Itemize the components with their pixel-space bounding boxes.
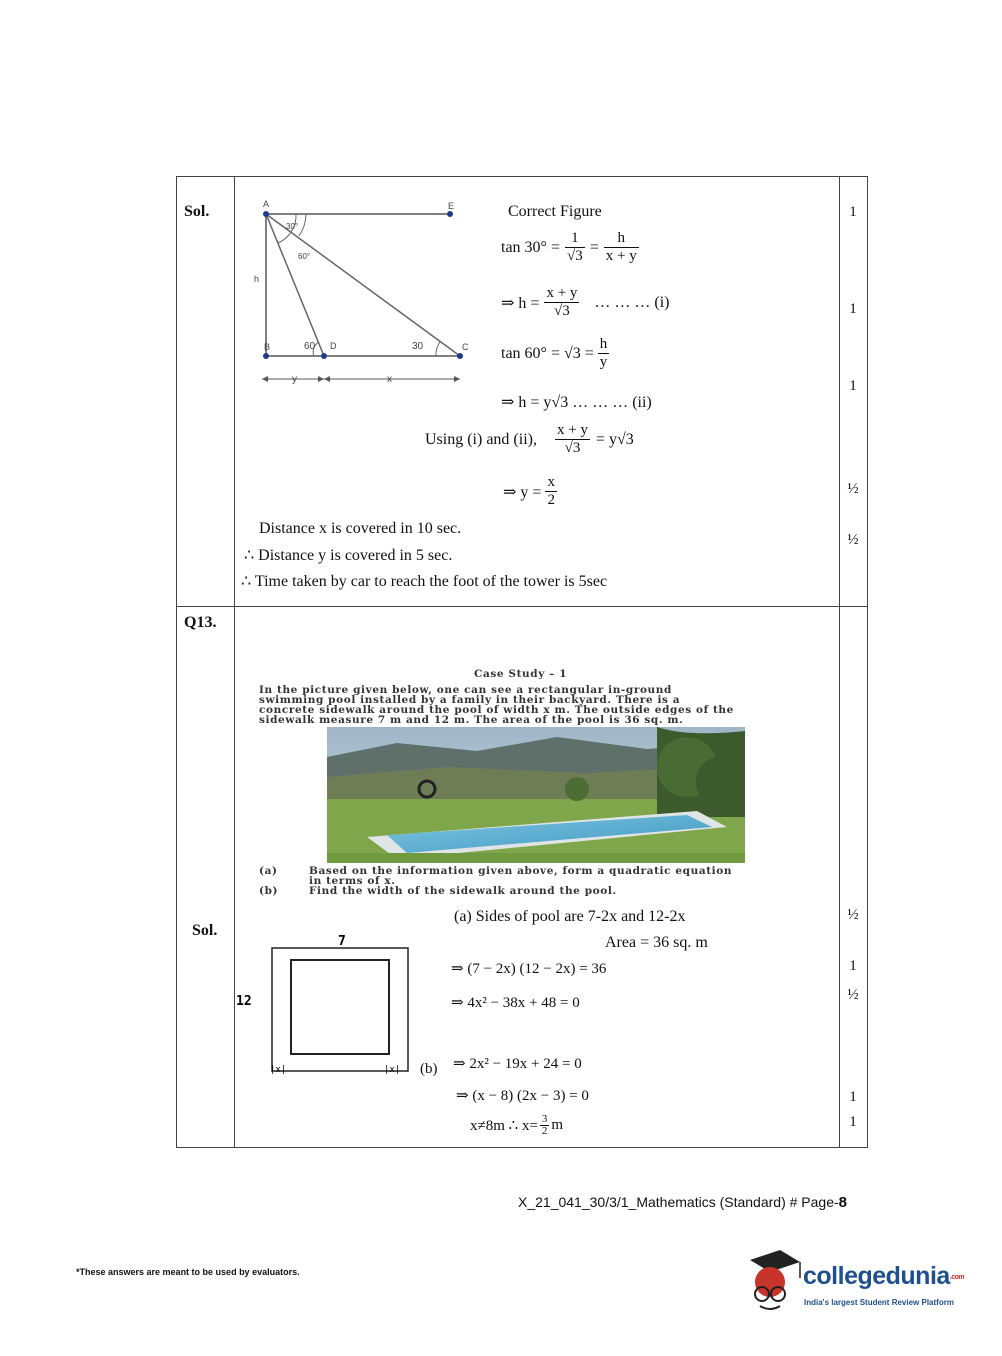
using-frac: $\frac{x + y}{√3}$ — [556, 422, 588, 456]
diagram-left-label: 12 — [236, 994, 252, 1009]
equation-4: ⇒ (x − 8) (2x − 3) = 0 — [456, 1088, 589, 1104]
case-line: concrete sidewalk around the pool of width x m. The outside edges of the — [259, 704, 734, 716]
h-eq-frac: $\frac{x + y}{√3}$ — [546, 285, 578, 319]
fig-angle-30-bottom: 30 — [412, 341, 424, 352]
y-equation — [503, 474, 557, 509]
mark: ½ — [847, 532, 859, 548]
using-text: Using (i) and (ii), — [425, 430, 537, 448]
part-a-text-2: in terms of x. — [309, 875, 396, 887]
correct-figure-text: Correct Figure — [508, 203, 602, 220]
tan60-left: tan 60° = √3 = — [501, 344, 594, 362]
case-study-title: Case Study – 1 — [474, 668, 568, 680]
tan60-frac: $\frac{h}{y}$ — [599, 336, 608, 370]
tan30-equals: = — [589, 238, 599, 256]
equation-2: ⇒ 4x² − 38x + 48 = 0 — [451, 995, 580, 1011]
part-b-mark-label: (b) — [420, 1061, 438, 1077]
diagram-x-left: |x| — [270, 1065, 287, 1075]
evaluator-note: *These answers are meant to be used by evaluators. — [76, 1267, 300, 1277]
distance-x-text: Distance x is covered in 10 sec. — [259, 520, 462, 537]
pool-diagram — [234, 930, 419, 1080]
tower-figure — [250, 196, 480, 390]
case-line: sidewalk measure 7 m and 12 m. The area of the pool is 36 sq. m. — [259, 714, 684, 726]
mark: 1 — [849, 1114, 857, 1130]
time-taken-text: ∴ Time taken by car to reach the foot of the tower is 5sec — [241, 573, 608, 590]
page-code: X_21_041_30/3/1_Mathematics (Standard) # Page- — [518, 1194, 839, 1210]
tan30-frac1: $\frac{1}{√3}$ — [566, 230, 583, 264]
fig-label-b: B — [264, 342, 271, 352]
h-equation-2: ⇒ h = y√3 … … … (ii) — [501, 394, 652, 411]
collegedunia-logo-icon — [742, 1248, 802, 1314]
brand-text: collegedunia — [803, 1262, 950, 1290]
mark: 1 — [849, 378, 857, 394]
equation-3: ⇒ 2x² − 19x + 24 = 0 — [453, 1056, 582, 1072]
y-prefix: ⇒ y = — [503, 483, 542, 501]
brand-suffix: .com — [949, 1273, 965, 1281]
case-study-paragraph — [259, 685, 734, 725]
mark: 1 — [849, 958, 857, 974]
h-equation-1 — [501, 285, 670, 320]
table-row-divider — [177, 606, 867, 607]
fig-label-x: x — [387, 374, 392, 385]
fig-label-h: h — [254, 274, 260, 284]
y-frac: $\frac{x}{2}$ — [547, 474, 555, 508]
mark: 1 — [849, 301, 857, 317]
fig-angle-30-top: 30° — [286, 222, 299, 231]
mark: 1 — [849, 1089, 857, 1105]
sol-label-2: Sol. — [192, 922, 218, 939]
final-suffix: m — [551, 1117, 564, 1133]
fig-label-a: A — [263, 199, 270, 209]
diagram-top-label: 7 — [338, 934, 346, 949]
part-b-label: (b) — [259, 885, 279, 897]
fig-angle-60-top: 60° — [298, 252, 311, 261]
part-b-text: Find the width of the sidewalk around the pool. — [309, 885, 617, 897]
final-answer — [470, 1114, 563, 1137]
fig-label-e: E — [448, 201, 455, 211]
mark: ½ — [847, 987, 859, 1003]
part-a-label: (a) — [259, 865, 278, 877]
fig-label-c: C — [462, 342, 469, 352]
brand-tagline: India's largest Student Review Platform — [804, 1298, 954, 1307]
mark: ½ — [847, 481, 859, 497]
tan30-left: tan 30° = — [501, 238, 560, 256]
using-equation — [425, 422, 634, 457]
using-rhs: = y√3 — [595, 430, 634, 448]
sol-label: Sol. — [184, 203, 210, 220]
h-eq-suffix: … … … (i) — [594, 293, 670, 311]
h-eq-prefix: ⇒ h = — [501, 294, 540, 312]
distance-y-text: ∴ Distance y is covered in 5 sec. — [244, 547, 453, 564]
final-frac: $\frac{3}{2}$ — [541, 1113, 548, 1137]
page-number: 8 — [838, 1194, 847, 1211]
mark: ½ — [847, 907, 859, 923]
area-text: Area = 36 sq. m — [605, 934, 708, 951]
sides-text: (a) Sides of pool are 7-2x and 12-2x — [454, 908, 686, 925]
case-line: swimming pool installed by a family in their backyard. There is a — [259, 694, 681, 706]
tan30-frac2: $\frac{h}{x + y}$ — [605, 230, 637, 264]
fig-angle-60-bottom: 60 — [304, 341, 316, 352]
tan30-equation — [501, 230, 639, 265]
tan60-equation — [501, 336, 609, 371]
brand-name — [803, 1262, 964, 1291]
fig-label-d: D — [330, 341, 337, 351]
fig-label-y: y — [292, 374, 297, 385]
question-label: Q13. — [184, 614, 217, 631]
equation-1: ⇒ (7 − 2x) (12 − 2x) = 36 — [451, 961, 607, 977]
case-line: In the picture given below, one can see a rectangular in-ground — [259, 684, 672, 696]
page-footer — [518, 1194, 847, 1211]
pool-photo — [327, 727, 745, 863]
diagram-x-right: |x| — [384, 1065, 401, 1075]
part-a-text: Based on the information given above, form a quadratic equation — [309, 865, 733, 877]
final-prefix: x≠8m ∴ x= — [470, 1118, 538, 1134]
mark: 1 — [849, 204, 857, 220]
